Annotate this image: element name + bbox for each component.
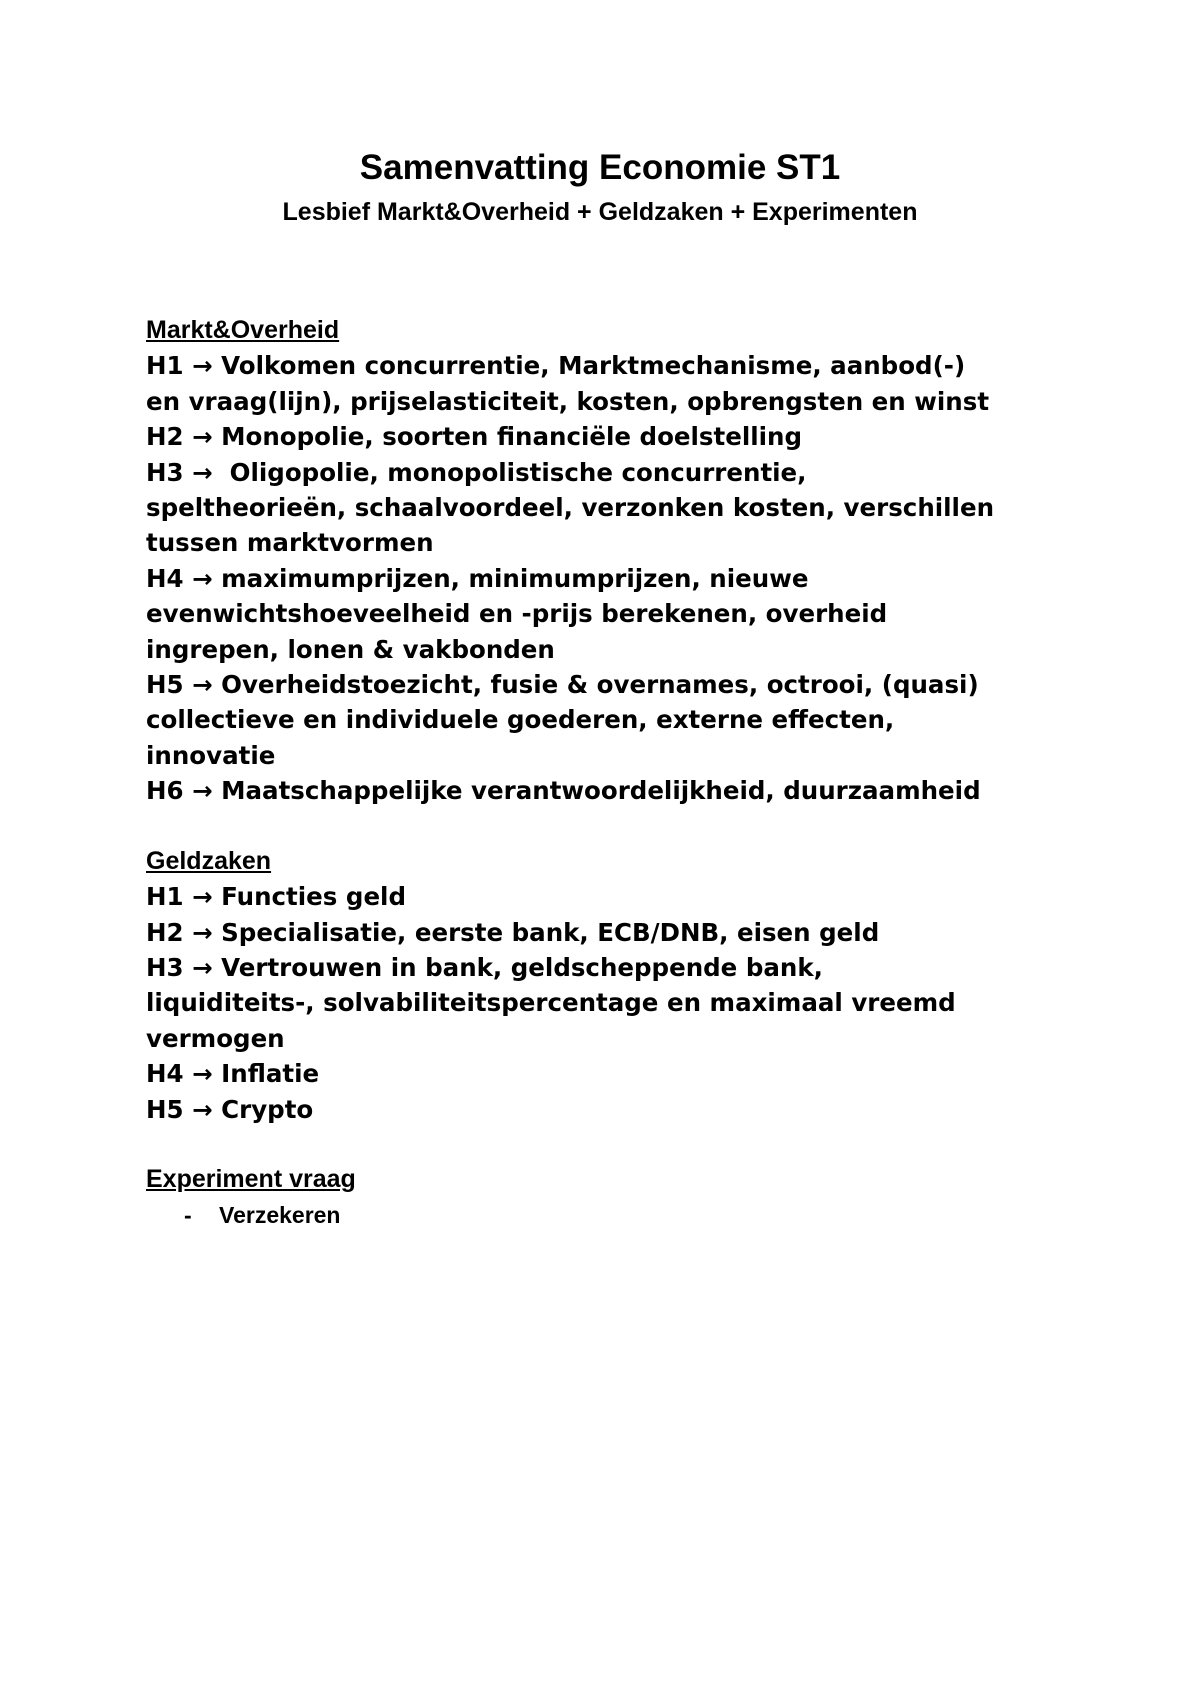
markt-line-4: H3 → Oligopolie, monopolistische concurrentie,	[146, 457, 807, 487]
section-heading-experiment: Experiment vraag	[146, 1165, 356, 1194]
geld-line-4: liquiditeits-, solvabiliteitspercentage en maximaal vreemd	[146, 988, 956, 1018]
markt-line-1: H1 → Volkomen concurrentie, Marktmechanisme, aanbod(-)	[146, 351, 966, 381]
document-body	[146, 313, 1106, 1233]
markt-line-10: H5 → Overheidstoezicht, fusie & overnames, octrooi, (quasi)	[146, 669, 979, 699]
section-heading-geldzaken: Geldzaken	[146, 846, 272, 875]
list-item-text: Verzekeren	[219, 1201, 341, 1228]
geld-line-5: vermogen	[146, 1023, 285, 1053]
markt-line-6: tussen marktvormen	[146, 528, 434, 558]
markt-line-11: collectieve en individuele goederen, externe effecten,	[146, 705, 895, 735]
markt-line-5: speltheorieën, schaalvoordeel, verzonken kosten, verschillen	[146, 492, 995, 522]
document-title: Samenvatting Economie ST1	[359, 148, 841, 187]
markt-line-7: H4 → maximumprijzen, minimumprijzen, nieuwe	[146, 563, 809, 593]
geld-line-7: H5 → Crypto	[146, 1094, 314, 1124]
markt-line-2: en vraag(lijn), prijselasticiteit, kosten, opbrengsten en winst	[146, 386, 990, 416]
geld-line-3: H3 → Vertrouwen in bank, geldscheppende bank,	[146, 953, 823, 983]
section-heading-markt-overheid: Markt&Overheid	[146, 316, 340, 344]
markt-line-3: H2 → Monopolie, soorten financiële doelstelling	[146, 422, 802, 452]
spacer	[146, 808, 1106, 843]
bullet-dash: -	[184, 1201, 192, 1228]
document-subtitle: Lesbief Markt&Overheid + Geldzaken + Experimenten	[282, 198, 918, 226]
spacer	[146, 1127, 1106, 1162]
geld-line-2: H2 → Specialisatie, eerste bank, ECB/DNB, eisen geld	[146, 917, 880, 947]
geld-line-6: H4 → Inflatie	[146, 1059, 320, 1089]
markt-line-9: ingrepen, lonen & vakbonden	[146, 634, 555, 664]
markt-line-8: evenwichtshoeveelheid en -prijs berekenen, overheid	[146, 599, 888, 629]
geld-line-1: H1 → Functies geld	[146, 882, 406, 912]
markt-line-13: H6 → Maatschappelijke verantwoordelijkheid, duurzaamheid	[146, 776, 981, 806]
markt-line-12: innovatie	[146, 740, 276, 770]
list-item	[146, 1198, 1106, 1233]
